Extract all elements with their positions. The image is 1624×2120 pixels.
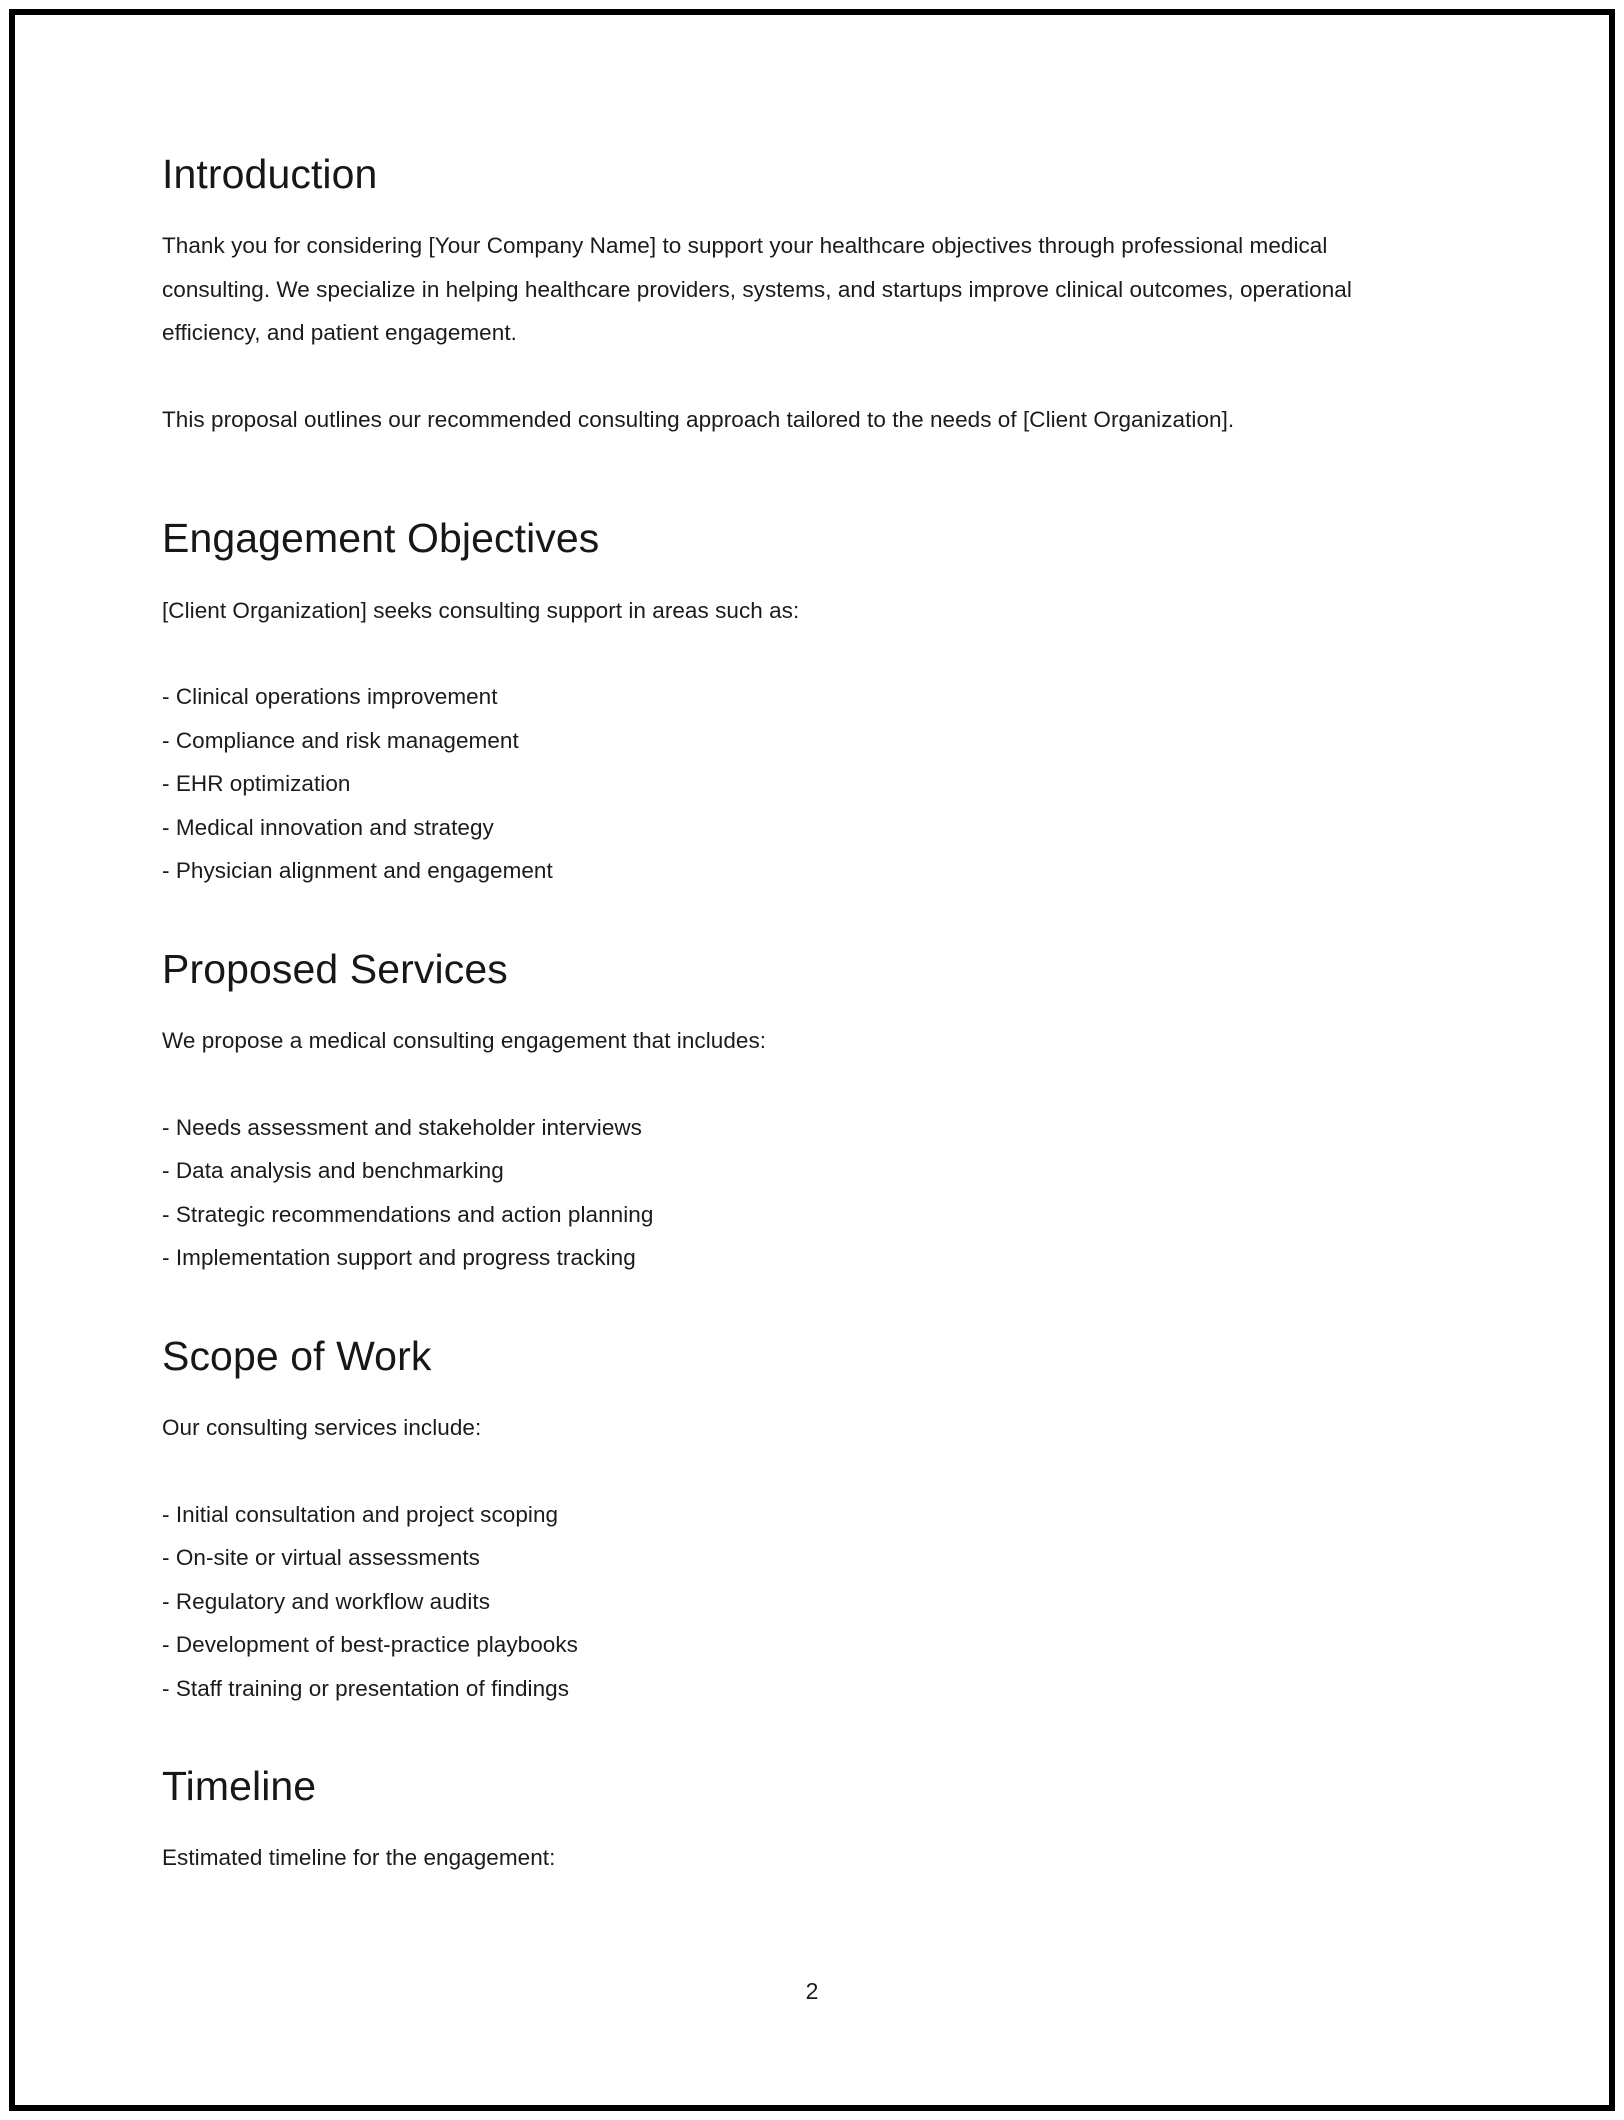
document-content bbox=[162, 150, 1432, 1880]
section-proposed-services bbox=[162, 945, 1432, 1280]
spacer bbox=[162, 441, 1432, 514]
list-item: - Staff training or presentation of findings bbox=[162, 1675, 570, 1701]
spacer bbox=[162, 1280, 1432, 1332]
list-scope-of-work bbox=[162, 1493, 1432, 1711]
spacer bbox=[162, 1450, 1432, 1493]
list-item: - On-site or virtual assessments bbox=[162, 1545, 480, 1570]
spacer bbox=[162, 1063, 1432, 1106]
list-item: - Data analysis and benchmarking bbox=[162, 1158, 504, 1184]
list-item: - Implementation support and progress tracking bbox=[162, 1245, 636, 1271]
section-scope-of-work bbox=[162, 1332, 1432, 1710]
spacer bbox=[162, 563, 1432, 589]
section-timeline bbox=[162, 1762, 1432, 1880]
spacer bbox=[162, 893, 1432, 945]
list-engagement-objectives bbox=[162, 675, 1432, 893]
spacer bbox=[162, 198, 1432, 224]
paragraph-timeline-1: Estimated timeline for the engagement: bbox=[162, 1845, 556, 1871]
list-item: - Initial consultation and project scoping bbox=[162, 1501, 559, 1527]
paragraph-introduction-2: This proposal outlines our recommended consulting approach tailored to the needs of [Client Organization]. bbox=[162, 406, 1235, 432]
section-heading-introduction: Introduction bbox=[162, 151, 378, 197]
list-item: - Medical innovation and strategy bbox=[162, 814, 494, 840]
section-heading-scope-of-work: Scope of Work bbox=[162, 1332, 432, 1379]
list-item: - Strategic recommendations and action planning bbox=[162, 1201, 654, 1227]
list-item: - Needs assessment and stakeholder interviews bbox=[162, 1114, 642, 1140]
paragraph-introduction-1: Thank you for considering [Your Company Name] to support your healthcare objectives through professional medical consulting. We specialize in helping healthcare providers, systems, and startups improve clinical outcomes, operational efficiency, and patient engagement. bbox=[162, 233, 1352, 346]
list-item: - EHR optimization bbox=[162, 771, 351, 797]
spacer bbox=[162, 632, 1432, 675]
paragraph-engagement-objectives-1: [Client Organization] seeks consulting support in areas such as: bbox=[162, 597, 800, 623]
list-item: - Physician alignment and engagement bbox=[162, 858, 553, 884]
section-heading-timeline: Timeline bbox=[162, 1763, 317, 1809]
paragraph-proposed-services-1: We propose a medical consulting engagement that includes: bbox=[162, 1028, 767, 1054]
section-introduction bbox=[162, 150, 1432, 441]
spacer bbox=[162, 993, 1432, 1019]
list-item: - Compliance and risk management bbox=[162, 727, 519, 753]
section-heading-proposed-services: Proposed Services bbox=[162, 945, 508, 992]
page-number: 2 bbox=[805, 1978, 819, 2004]
spacer bbox=[162, 1810, 1432, 1836]
list-item: - Regulatory and workflow audits bbox=[162, 1588, 491, 1614]
list-item: - Development of best-practice playbooks bbox=[162, 1632, 578, 1657]
paragraph-scope-of-work-1: Our consulting services include: bbox=[162, 1415, 482, 1440]
spacer bbox=[162, 355, 1432, 398]
spacer bbox=[162, 1710, 1432, 1762]
section-heading-engagement-objectives: Engagement Objectives bbox=[162, 515, 600, 562]
section-engagement-objectives bbox=[162, 514, 1432, 892]
spacer bbox=[162, 1380, 1432, 1406]
list-proposed-services bbox=[162, 1106, 1432, 1280]
list-item: - Clinical operations improvement bbox=[162, 684, 498, 710]
